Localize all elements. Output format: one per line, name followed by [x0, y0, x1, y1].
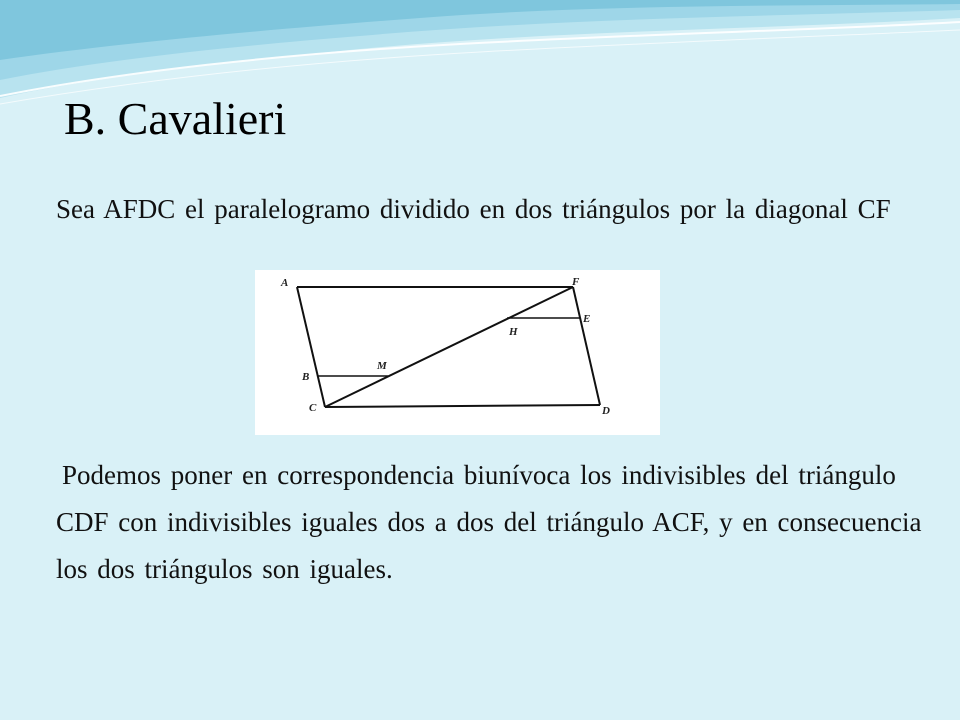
side-fd: [573, 287, 600, 405]
label-a: A: [281, 277, 289, 289]
label-b: B: [302, 371, 310, 383]
label-f: F: [572, 276, 580, 288]
label-c: C: [309, 402, 317, 414]
conclusion-paragraph: Podemos poner en correspondencia biunívoca los indivisibles del triángulo CDF con indivisibles iguales dos a dos del triángulo ACF, y en consecuencia los dos triángulos son iguales.: [56, 460, 922, 584]
label-h: H: [509, 326, 518, 338]
side-ca: [297, 287, 325, 407]
label-m: M: [377, 360, 387, 372]
intro-paragraph: Sea AFDC el paralelogramo dividido en dos triángulos por la diagonal CF: [56, 194, 891, 224]
label-e: E: [583, 313, 591, 325]
parallelogram-figure: [255, 270, 660, 435]
slide-title: B. Cavalieri: [64, 93, 287, 144]
side-dc: [325, 405, 600, 407]
parallelogram-diagram: [255, 270, 660, 435]
label-d: D: [602, 405, 610, 417]
diagonal-cf: [325, 287, 573, 407]
